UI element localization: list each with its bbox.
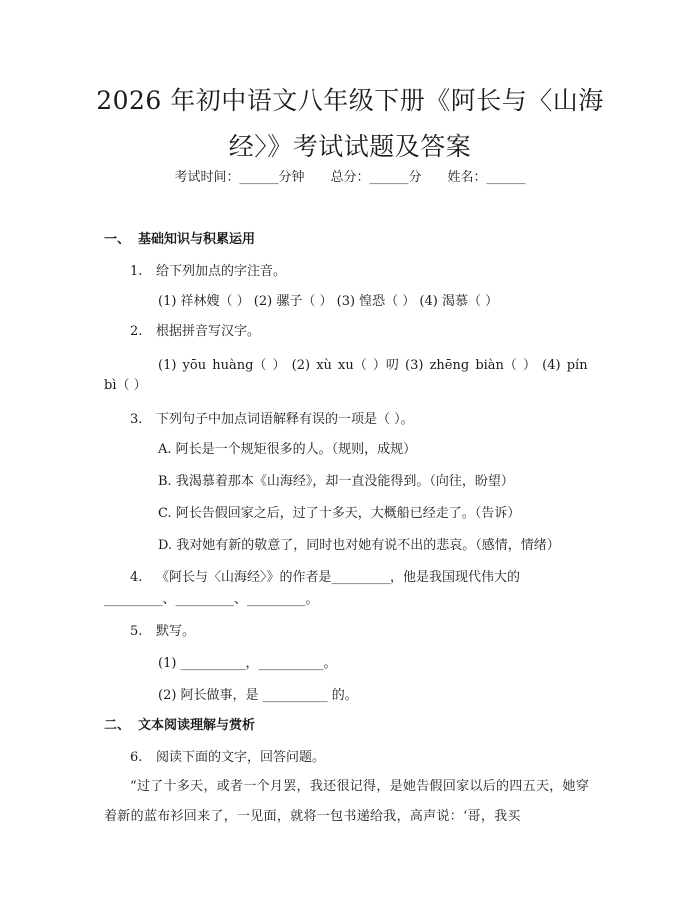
- question-6-text: 阅读下面的文字，回答问题。: [156, 750, 326, 765]
- question-5-item-2: (2) 阿长做事，是 __________ 的。: [158, 688, 358, 703]
- question-3: [130, 410, 414, 430]
- question-3-text: 下列句子中加点词语解释有误的一项是（ ）。: [156, 412, 414, 427]
- question-1-items: (1) 祥林嫂（ ） (2) 骡子（ ） (3) 惶恐（ ） (4) 渴慕（ ）: [158, 294, 499, 309]
- question-6: [130, 748, 325, 768]
- section-1-number: 一、: [104, 232, 131, 247]
- question-4: [130, 568, 520, 588]
- question-4-number: 4.: [130, 570, 143, 585]
- question-2-items-line-1: (1) yōu huàng（ ） (2) xù xu（ ）叨 (3) zhēng biàn（ ） (4) pín: [158, 358, 588, 373]
- total-score-field: 总分：______分: [330, 170, 422, 185]
- page-title: [80, 78, 620, 170]
- question-3-option-d: D. 我对她有新的敬意了，同时也对她有说不出的悲哀。（感情，情绪）: [158, 538, 560, 553]
- question-4-line-2: _________、_________、_________。: [104, 592, 319, 607]
- section-2-title: 文本阅读理解与赏析: [138, 718, 256, 733]
- question-1-number: 1.: [130, 264, 143, 279]
- student-name-field: 姓名：______: [447, 170, 526, 185]
- section-2-heading: [104, 716, 255, 736]
- question-2: [130, 322, 260, 342]
- question-2-number: 2.: [130, 324, 143, 339]
- question-2-items-line-2: bì（ ）: [104, 378, 147, 393]
- title-line-1: 2026 年初中语文八年级下册《阿长与〈山海: [96, 86, 604, 115]
- question-1: [130, 262, 286, 282]
- section-1-title: 基础知识与积累运用: [138, 232, 256, 247]
- question-2-text: 根据拼音写汉字。: [156, 324, 261, 339]
- question-5: [130, 622, 195, 642]
- question-3-option-a: A. 阿长是一个规矩很多的人。（规则，成规）: [158, 442, 417, 457]
- question-3-option-c: C. 阿长告假回家之后，过了十多天，大概船已经走了。（告诉）: [158, 506, 521, 521]
- question-5-item-1: (1) __________，__________。: [158, 656, 337, 671]
- question-6-number: 6.: [130, 750, 143, 765]
- exam-time-field: 考试时间：______分钟: [174, 170, 305, 185]
- exam-info: [0, 168, 700, 188]
- title-line-2: 经〉》考试试题及答案: [228, 132, 472, 161]
- question-5-text: 默写。: [156, 624, 196, 639]
- reading-passage: “过了十多天，或者一个月罢，我还很记得，是她告假回家以后的四五天，她穿着新的蓝布衫回来了，一见面，就将一包书递给我，高声说：‘哥，我买: [104, 779, 590, 824]
- section-2-number: 二、: [104, 718, 131, 733]
- question-3-number: 3.: [130, 412, 143, 427]
- question-5-number: 5.: [130, 624, 143, 639]
- question-4-line-1: 《阿长与〈山海经〉》的作者是_________，他是我国现代伟大的: [156, 570, 521, 585]
- question-3-option-b: B. 我渴慕着那本《山海经》，却一直没能得到。（向往，盼望）: [158, 474, 514, 489]
- question-1-text: 给下列加点的字注音。: [156, 264, 287, 279]
- section-1-heading: [104, 230, 255, 250]
